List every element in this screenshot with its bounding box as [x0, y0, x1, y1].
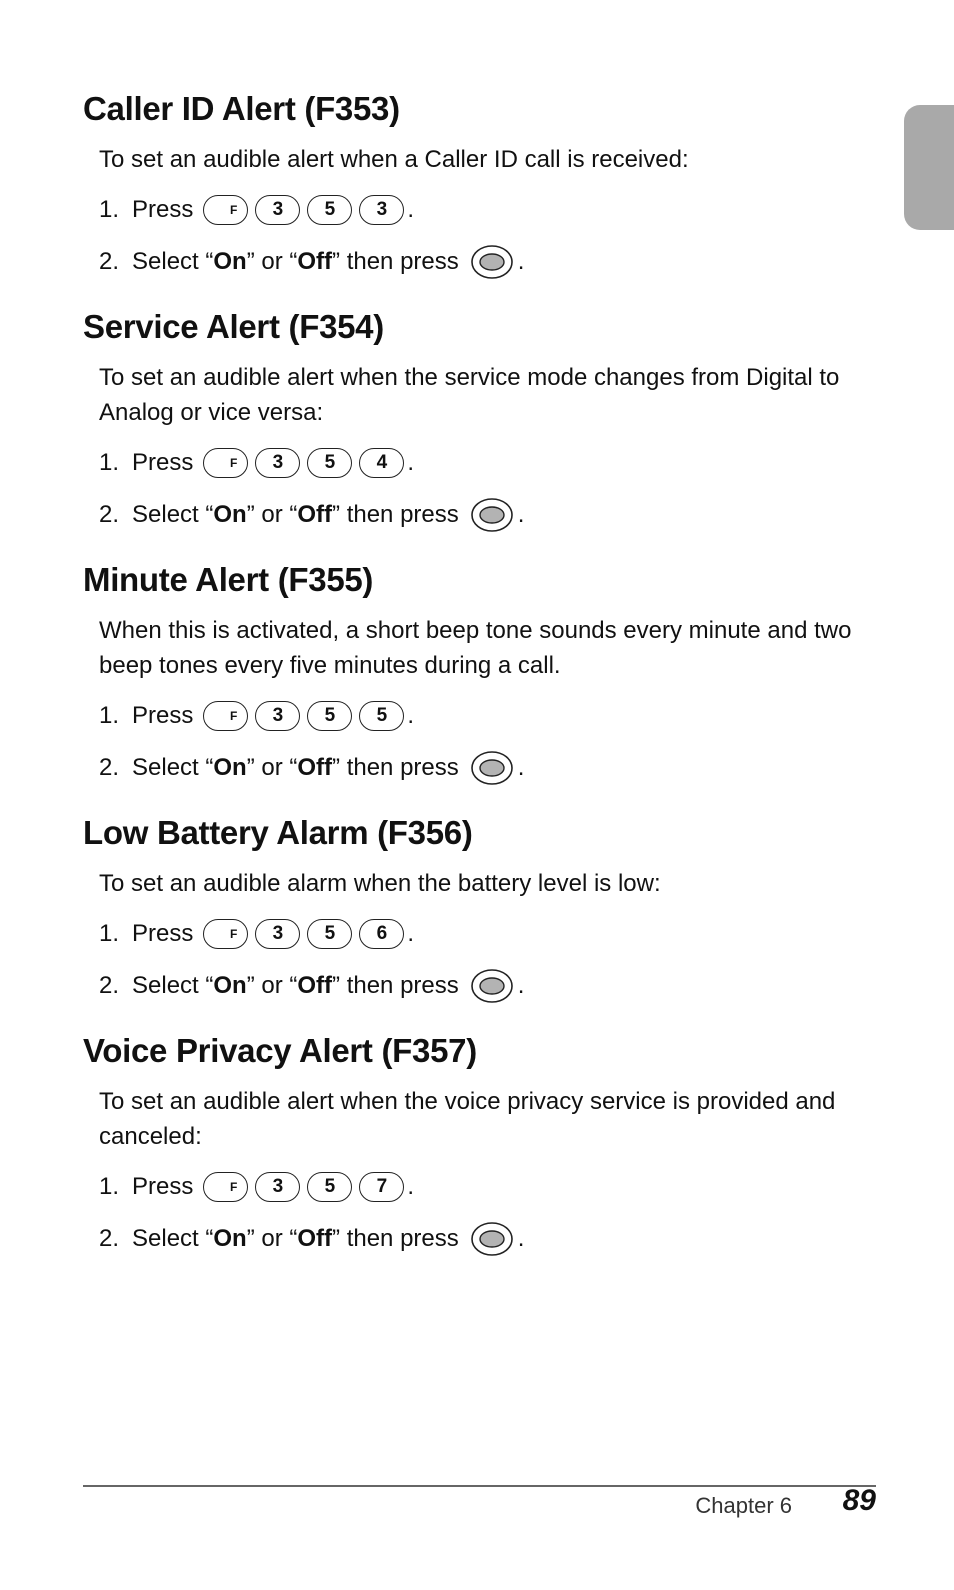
step-number: 1.	[99, 1173, 120, 1200]
section-description: To set an audible alarm when the battery level is low:	[99, 870, 661, 897]
digit-key-icon: 3	[255, 1172, 300, 1202]
step-text: Press	[132, 196, 194, 223]
step-number: 1.	[99, 196, 120, 223]
section-description: When this is activated, a short beep tone sounds every minute and two beep tones every five minutes during a call.	[99, 617, 852, 679]
option-off: Off	[297, 754, 333, 781]
section-title: Service Alert (F354)	[83, 308, 384, 345]
step-text: Select “On” or “Off” then press	[132, 754, 459, 781]
step-number: 2.	[99, 754, 120, 781]
footer-chapter-label: Chapter 6	[695, 1493, 792, 1518]
key-sequence	[203, 448, 411, 478]
step-number: 1.	[99, 449, 120, 476]
option-on: On	[213, 972, 247, 999]
step-number: 2.	[99, 501, 120, 528]
step-2: 2. Select “On” or “Off” then press .	[99, 968, 524, 1004]
digit-key-icon: 3	[255, 919, 300, 949]
ok-key-icon	[470, 750, 514, 786]
digit-key-icon: 3	[255, 448, 300, 478]
step-number: 1.	[99, 920, 120, 947]
option-on: On	[213, 248, 247, 275]
function-key-icon: F	[203, 701, 248, 731]
digit-key-icon: 5	[307, 195, 352, 225]
digit-key-icon: 5	[359, 701, 404, 731]
step-text: Select “On” or “Off” then press	[132, 248, 459, 275]
ok-key-icon	[470, 1221, 514, 1257]
section-description: To set an audible alert when a Caller ID call is received:	[99, 146, 689, 173]
key-sequence	[203, 919, 411, 949]
step-number: 1.	[99, 702, 120, 729]
section-title: Caller ID Alert (F353)	[83, 90, 400, 127]
step-1: 1. Press F 3 5 6 .	[99, 920, 415, 947]
option-off: Off	[297, 501, 333, 528]
option-off: Off	[297, 248, 333, 275]
option-on: On	[213, 1225, 247, 1252]
option-on: On	[213, 754, 247, 781]
step-text: Select “On” or “Off” then press	[132, 1225, 459, 1252]
step-2: 2. Select “On” or “Off” then press .	[99, 1221, 524, 1257]
step-1: 1. Press F 3 5 5 .	[99, 702, 415, 729]
step-2: 2. Select “On” or “Off” then press .	[99, 497, 524, 533]
section-title: Low Battery Alarm (F356)	[83, 814, 473, 851]
step-text: Press	[132, 702, 194, 729]
step-number: 2.	[99, 972, 120, 999]
digit-key-icon: 3	[255, 195, 300, 225]
step-text: Press	[132, 1173, 194, 1200]
step-1: 1. Press F 3 5 4 .	[99, 449, 415, 476]
step-2: 2. Select “On” or “Off” then press .	[99, 244, 524, 280]
digit-key-icon: 5	[307, 448, 352, 478]
section-description: To set an audible alert when the voice privacy service is provided and canceled:	[99, 1088, 836, 1150]
step-text: Select “On” or “Off” then press	[132, 501, 459, 528]
ok-key-icon	[470, 968, 514, 1004]
footer-divider	[83, 1485, 876, 1487]
function-key-icon: F	[203, 195, 248, 225]
ok-key-icon	[470, 497, 514, 533]
digit-key-icon: 3	[359, 195, 404, 225]
digit-key-icon: 3	[255, 701, 300, 731]
digit-key-icon: 5	[307, 1172, 352, 1202]
step-number: 2.	[99, 248, 120, 275]
function-key-icon: F	[203, 1172, 248, 1202]
ok-key-icon	[470, 244, 514, 280]
digit-key-icon: 7	[359, 1172, 404, 1202]
key-sequence	[203, 1172, 411, 1202]
step-text: Select “On” or “Off” then press	[132, 972, 459, 999]
section-title: Voice Privacy Alert (F357)	[83, 1032, 477, 1069]
step-2: 2. Select “On” or “Off” then press .	[99, 750, 524, 786]
step-number: 2.	[99, 1225, 120, 1252]
key-sequence	[203, 701, 411, 731]
key-sequence	[203, 195, 411, 225]
option-off: Off	[297, 1225, 333, 1252]
step-text: Press	[132, 920, 194, 947]
digit-key-icon: 4	[359, 448, 404, 478]
function-key-icon: F	[203, 919, 248, 949]
step-text: Press	[132, 449, 194, 476]
section-description: To set an audible alert when the service mode changes from Digital to Analog or vice versa:	[99, 364, 840, 426]
page-number: 89	[842, 1484, 876, 1517]
section-title: Minute Alert (F355)	[83, 561, 374, 598]
step-1: 1. Press F 3 5 7 .	[99, 1173, 415, 1200]
digit-key-icon: 5	[307, 919, 352, 949]
option-on: On	[213, 501, 247, 528]
function-key-icon: F	[203, 448, 248, 478]
option-off: Off	[297, 972, 333, 999]
step-1: 1. Press F 3 5 3 .	[99, 196, 415, 223]
digit-key-icon: 5	[307, 701, 352, 731]
digit-key-icon: 6	[359, 919, 404, 949]
chapter-tab-marker	[904, 105, 954, 230]
